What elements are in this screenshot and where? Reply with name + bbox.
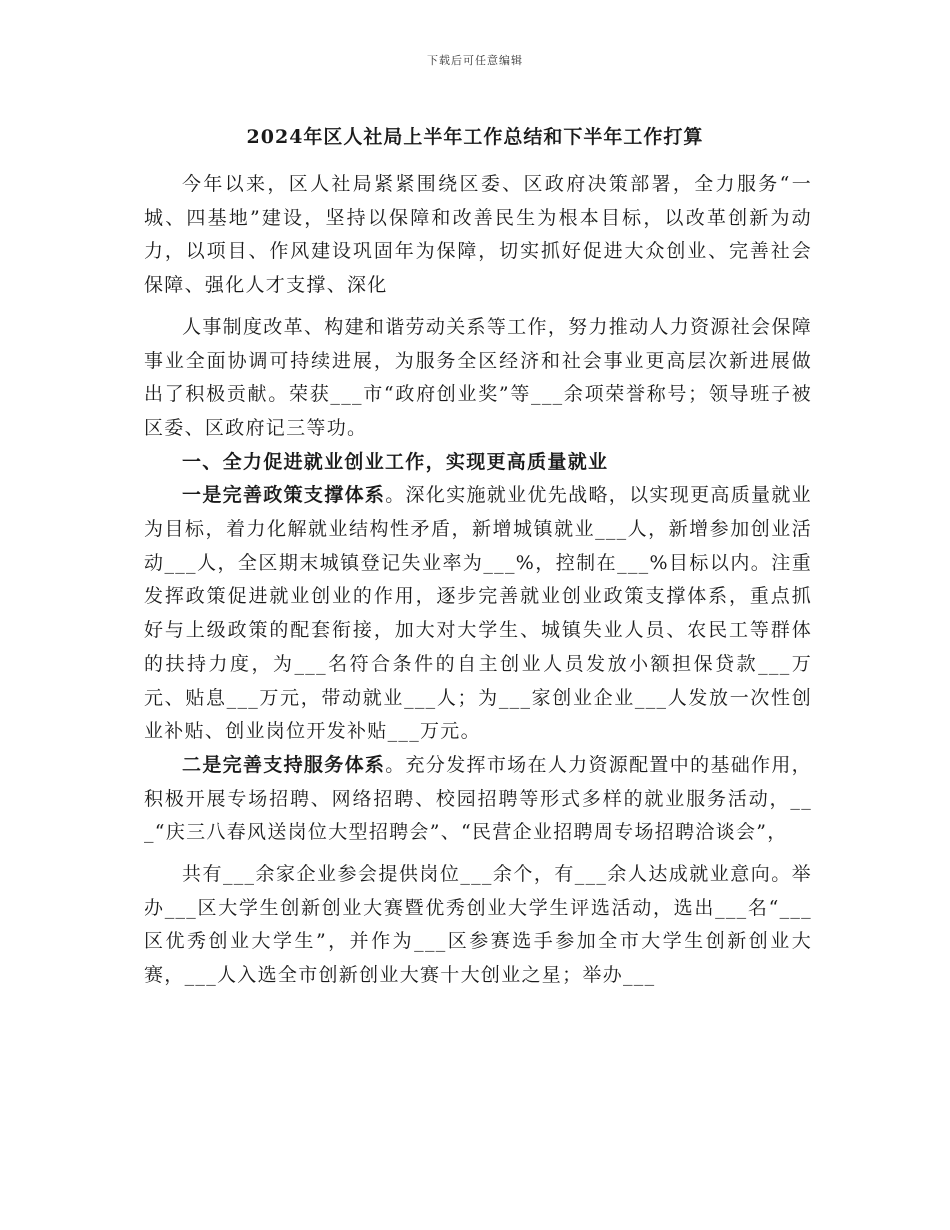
paragraph-lead: 一是完善政策支撑体系 [182, 484, 386, 507]
paragraph-intro: 今年以来，区人社局紧紧围绕区委、区政府决策部署，全力服务“一城、四基地”建设，坚持以保障和改善民生为根本目标，以改革创新为动力，以项目、作风建设巩固年为保障，切实抓好促进大众创业、完善社会保障、强化人才支撑、深化 [144, 173, 812, 297]
paragraph-gap [144, 850, 812, 858]
document-title: 2024年区人社局上半年工作总结和下半年工作打算 [246, 126, 704, 148]
paragraph-intro-continued: 人事制度改革、构建和谐劳动关系等工作，努力推动人力资源社会保障事业全面协调可持续进展，为服务全区经济和社会事业更高层次新进展做出了积极贡献。荣获___市“政府创业奖”等___余项荣誉称号；领导班子被区委、区政府记三等功。 [144, 315, 812, 439]
paragraph-text: 。深化实施就业优先战略，以实现更高质量就业为目标，着力化解就业结构性矛盾，新增城镇就业___人，新增参加创业活动___人，全区期末城镇登记失业率为___%，控制在___%目标以内。注重发挥政策促进就业创业的作用，逐步完善就业创业政策支撑体系，重点抓好与上级政策的配套衔接，加大对大学生、城镇失业人员、农民工等群体的扶持力度，为___名符合条件的自主创业人员发放小额担保贷款___万元、贴息___万元，带动就业___人；为___家创业企业___人发放一次性创业补贴、创业岗位开发补贴___万元。 [144, 484, 812, 743]
section-heading-1: 一、全力促进就业创业工作，实现更高质量就业 [182, 450, 609, 473]
paragraph-service-support [144, 749, 812, 850]
paragraph-policy-support [144, 479, 812, 749]
paragraph-lead: 二是完善支持服务体系 [182, 753, 386, 776]
paragraph-gap [144, 303, 812, 311]
paragraph-recruitment: 共有___余家企业参会提供岗位___余个，有___余人达成就业意向。举办___区大学生创新创业大赛暨优秀创业大学生评选活动，选出___名“___区优秀创业大学生”，并作为___区参赛选手参加全市大学生创新创业大赛，___人入选全市创新创业大赛十大创业之星；举办___ [144, 863, 812, 987]
header-note: 下载后可任意编辑 [427, 54, 523, 67]
document-body [144, 168, 812, 993]
paragraph-text: 。充分发挥市场在人力资源配置中的基础作用，积极开展专场招聘、网络招聘、校园招聘等形式多样的就业服务活动，___“庆三八春风送岗位大型招聘会”、“民营企业招聘周专场招聘洽谈会”， [144, 753, 812, 844]
